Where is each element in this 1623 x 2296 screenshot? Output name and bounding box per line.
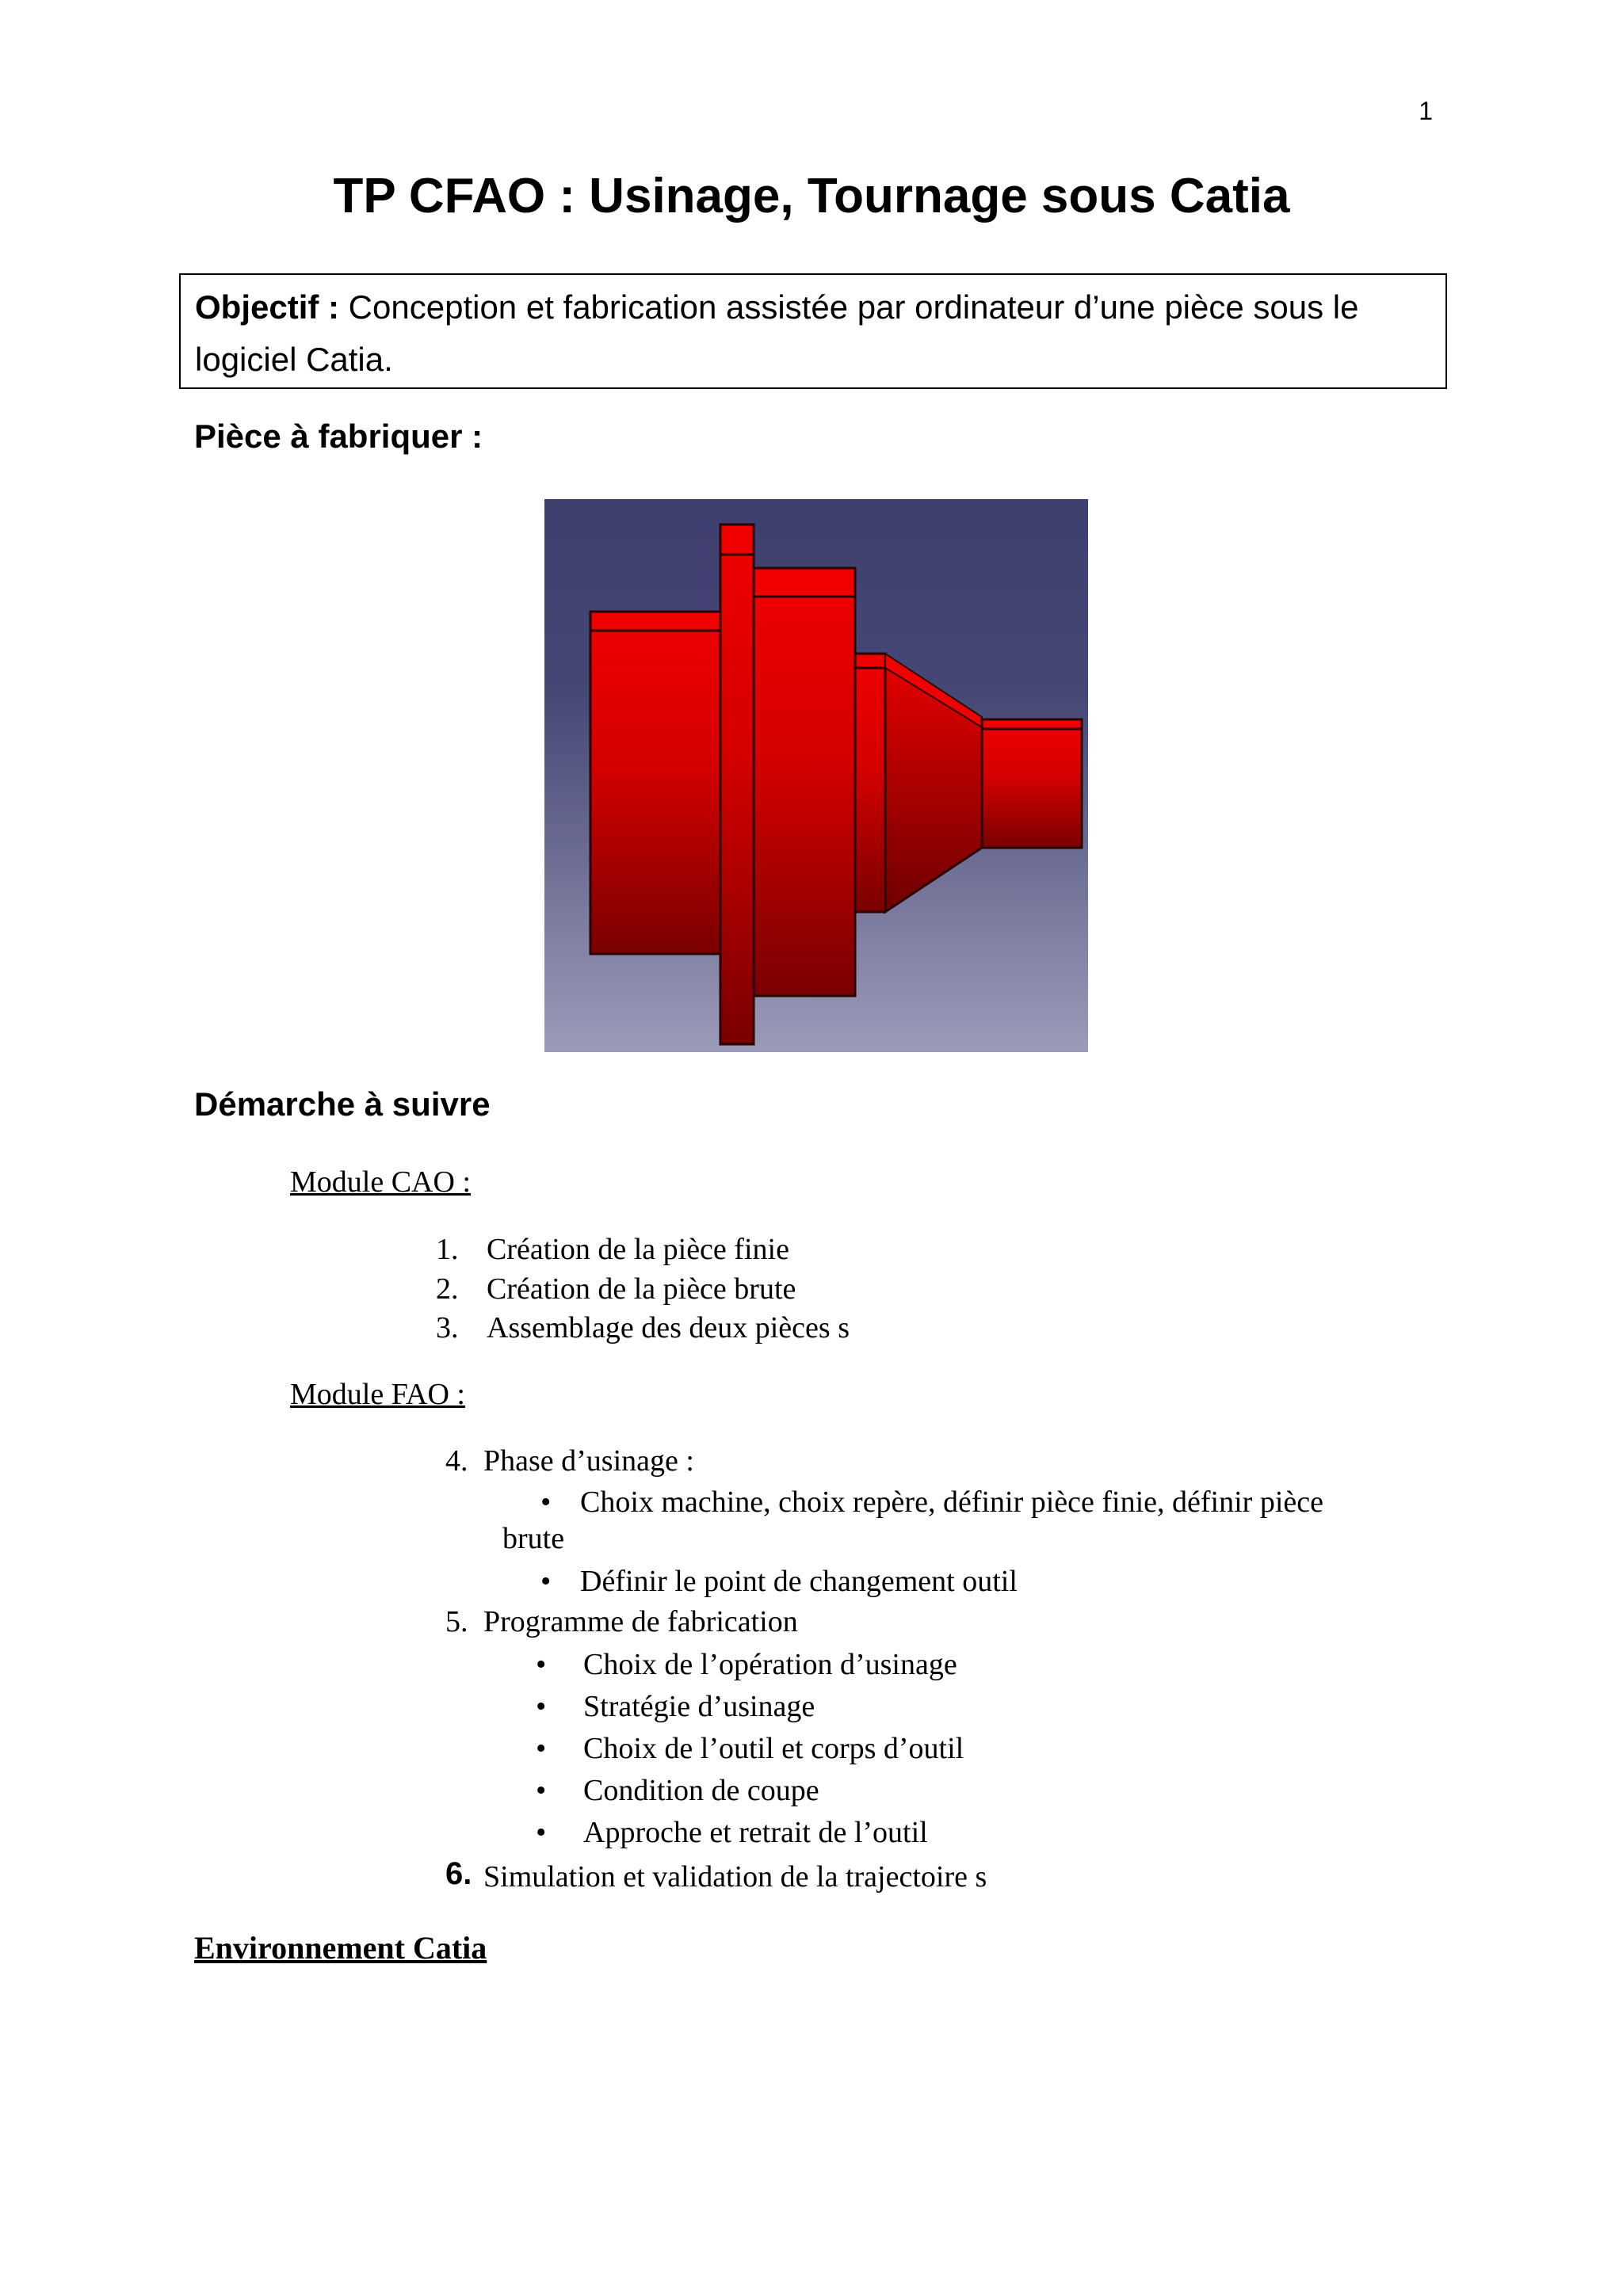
page-number: 1: [1419, 97, 1433, 125]
bullet-icon: •: [536, 1690, 547, 1723]
bullet-text: Choix de l’opération d’usinage: [583, 1648, 957, 1681]
bullet-text: Stratégie d’usinage: [583, 1690, 815, 1723]
part-right-cylinder: [982, 719, 1082, 848]
bullet-icon: •: [536, 1732, 547, 1765]
bullet-continuation: [502, 1521, 564, 1556]
bullet-text: Choix de l’outil et corps d’outil: [583, 1732, 964, 1765]
module-cao-label: Module CAO :: [290, 1165, 471, 1199]
list-text: Simulation et validation de la trajectoire s: [483, 1860, 987, 1894]
demarche-heading: Démarche à suivre: [194, 1085, 491, 1123]
objective-box: [179, 273, 1447, 389]
list-number: 6.: [445, 1856, 472, 1891]
list-text: Création de la pièce brute: [487, 1272, 796, 1306]
list-text: Assemblage des deux pièces s: [487, 1311, 850, 1344]
list-number: 5.: [445, 1605, 468, 1638]
bullet-icon: •: [536, 1816, 547, 1849]
part-middle-cylinder: [754, 568, 855, 996]
bullet-icon: •: [540, 1486, 552, 1519]
list-number: 4.: [445, 1444, 468, 1478]
document-title: TP CFAO : Usinage, Tournage sous Catia: [333, 169, 1290, 223]
bullet-text: Approche et retrait de l’outil: [583, 1816, 928, 1849]
list-text: Programme de fabrication: [483, 1605, 798, 1638]
list-text: Phase d’usinage :: [483, 1444, 694, 1478]
module-fao-label: Module FAO :: [290, 1378, 465, 1411]
bullet-icon: •: [536, 1648, 547, 1681]
part-flange: [720, 524, 754, 1044]
list-number: 3.: [436, 1311, 459, 1344]
bullet-text: Définir le point de changement outil: [580, 1565, 1018, 1598]
piece-heading: Pièce à fabriquer :: [194, 418, 483, 455]
bullet-text: Choix machine, choix repère, définir pièce finie, définir pièce: [580, 1486, 1323, 1519]
objective-label: Objectif :: [195, 288, 340, 326]
objective-text: Conception et fabrication assistée par ordinateur d’une pièce sous le logiciel Catia.: [195, 288, 1359, 378]
part-rendering-image: [544, 499, 1088, 1052]
bullet-text: Condition de coupe: [583, 1774, 819, 1807]
environment-heading: Environnement Catia: [194, 1930, 487, 1966]
list-text: Création de la pièce finie: [487, 1233, 789, 1266]
bullet-text-continued: brute: [502, 1522, 565, 1555]
list-number: 2.: [436, 1272, 459, 1306]
bullet-icon: •: [536, 1774, 547, 1807]
part-left-cylinder: [590, 612, 724, 954]
list-number: 1.: [436, 1233, 459, 1266]
bullet-icon: •: [540, 1565, 552, 1598]
part-small-step: [855, 654, 885, 912]
